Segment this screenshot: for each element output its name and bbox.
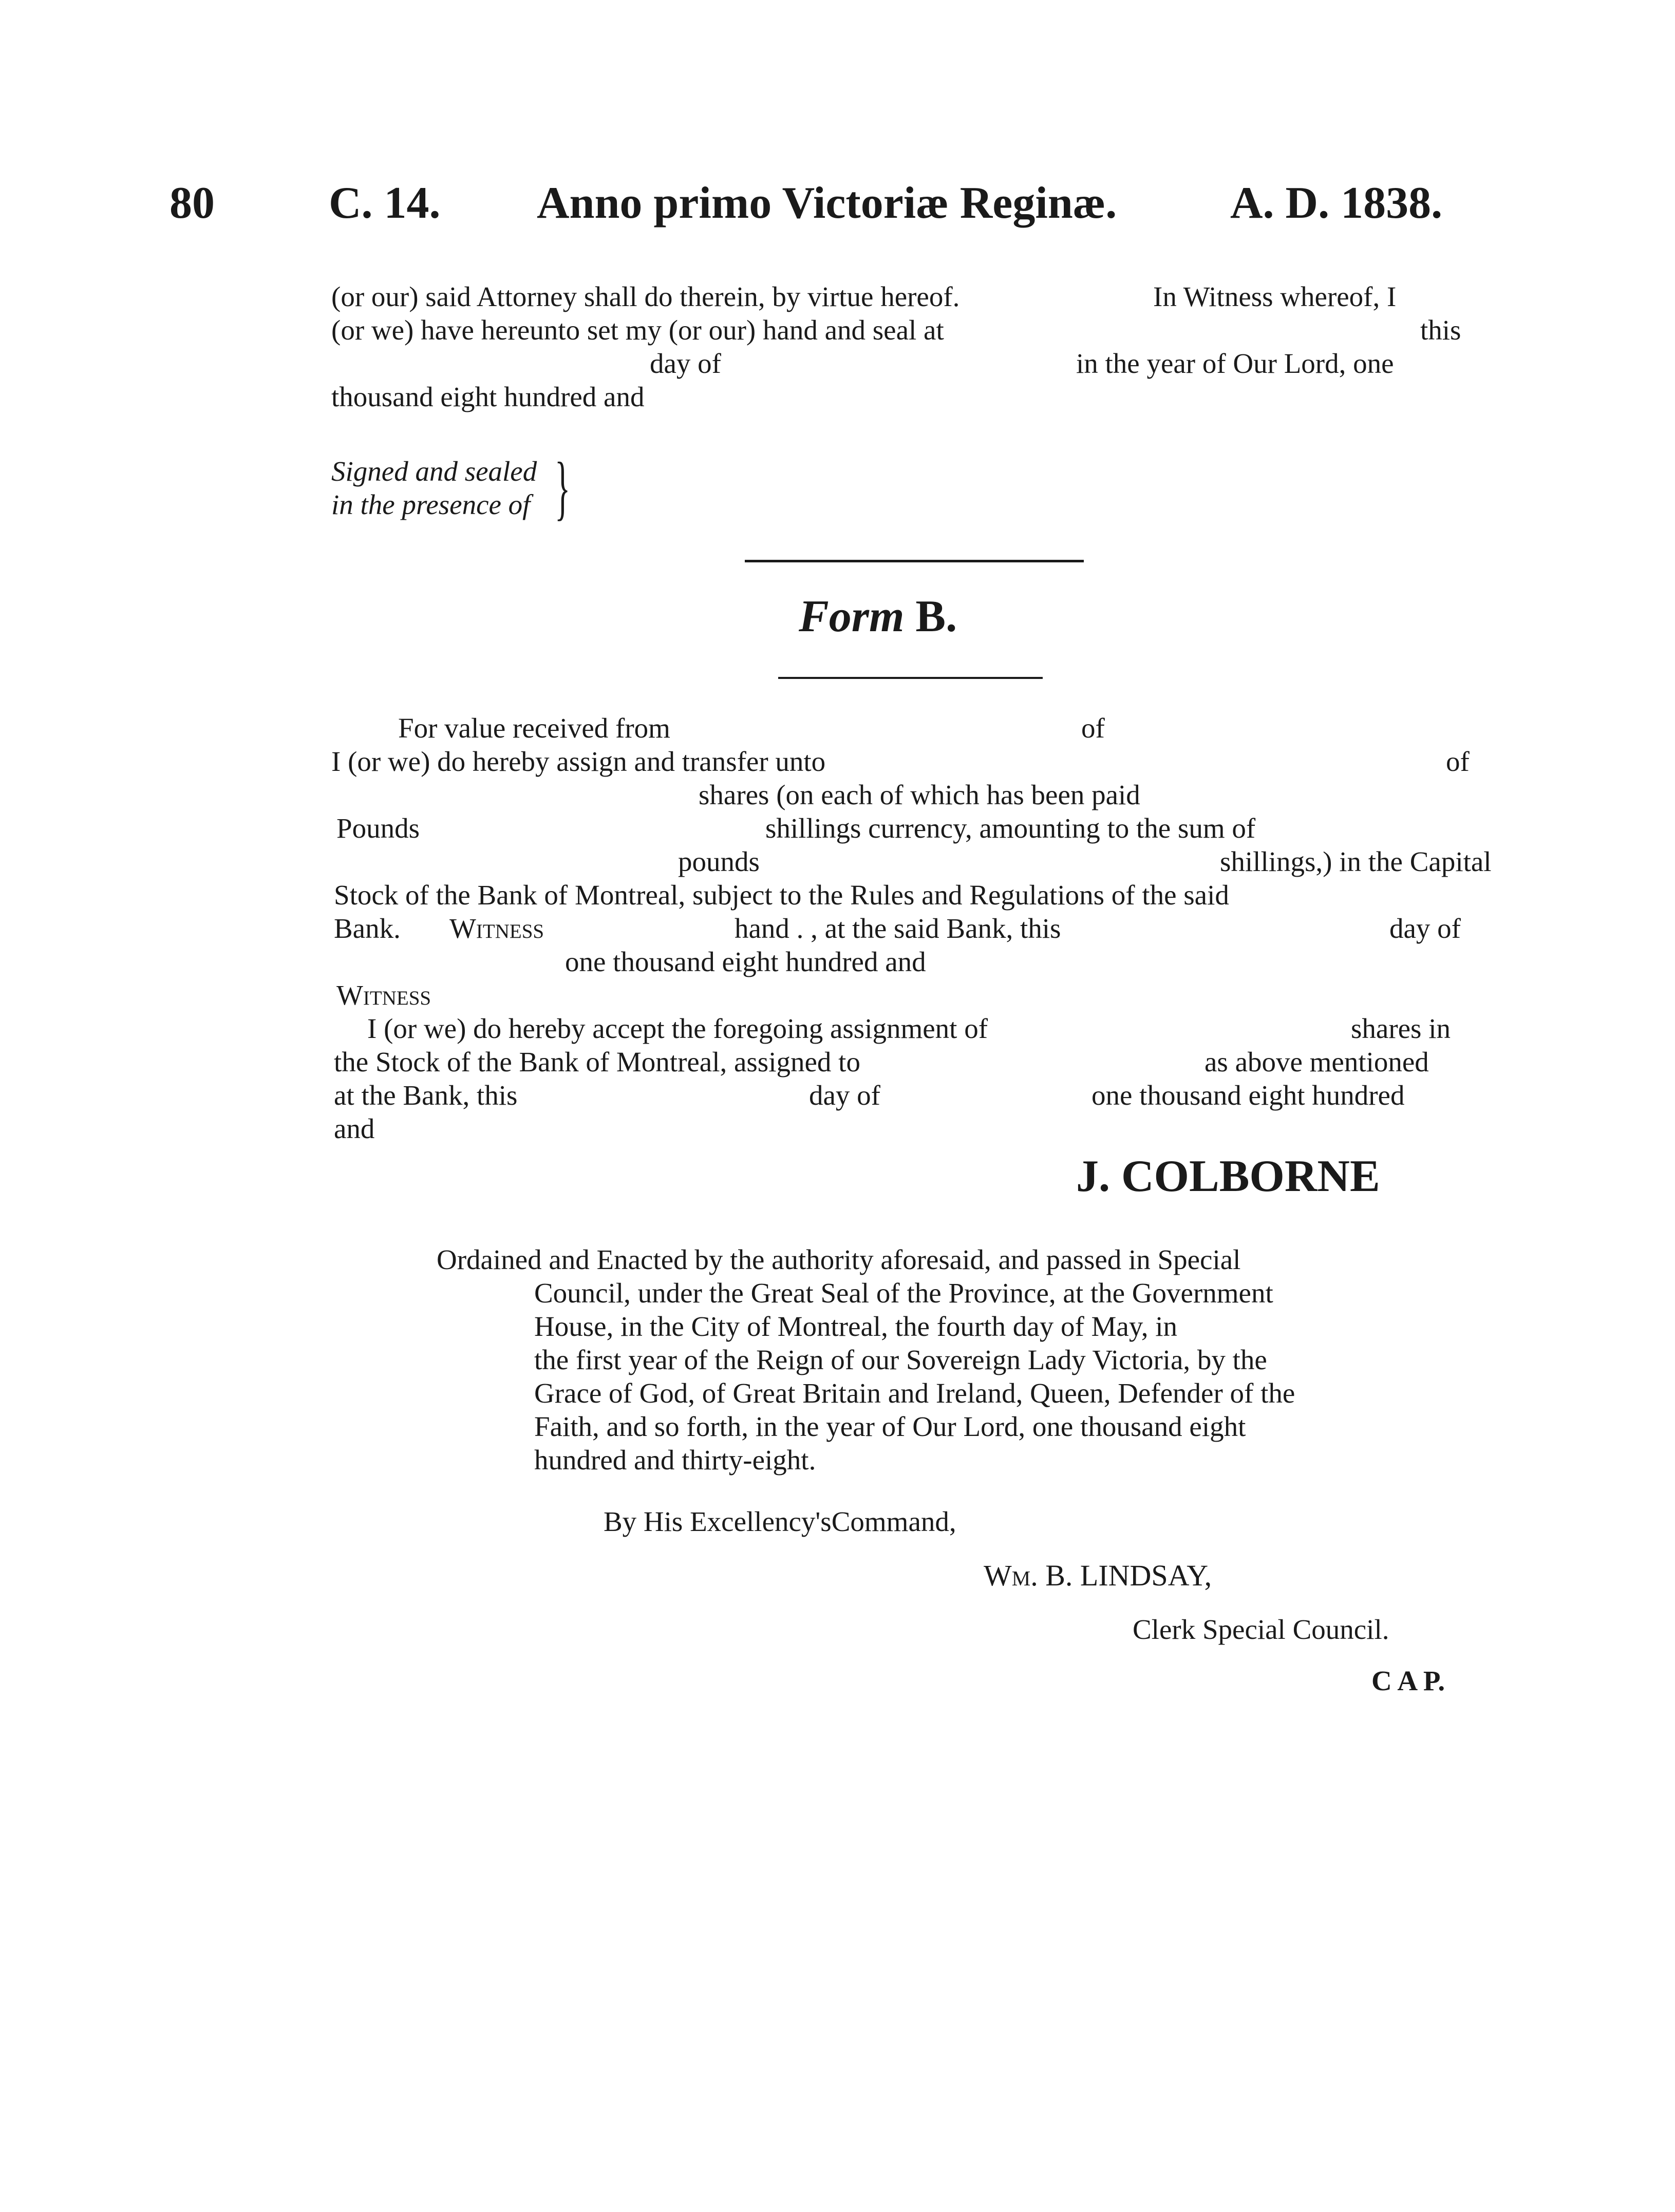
form-b-r1a: For value received from (398, 712, 670, 744)
form-a-line-3a: day of (650, 348, 721, 379)
form-b-r8: one thousand eight hundred and (565, 946, 926, 977)
command-line: By His Excellency'sCommand, (604, 1506, 956, 1537)
form-b-r7c: hand . , at the said Bank, this (735, 913, 1061, 944)
ordained-line-5: Grace of God, of Great Britain and Ireland, Queen, Defender of the (534, 1377, 1295, 1409)
form-a-line-3b: in the year of Our Lord, one (1076, 348, 1394, 379)
form-letter: B. (915, 592, 957, 641)
form-b-r12b: day of (809, 1080, 880, 1111)
form-b-r13: and (334, 1113, 375, 1144)
form-b-r7d: day of (1389, 913, 1461, 944)
form-b-r9: Witness (336, 979, 431, 1011)
form-b-r5a: pounds (678, 846, 760, 877)
rule-below-form-b (778, 677, 1043, 679)
form-a-line-2a: (or we) have hereunto set my (or our) hand and seal at (331, 314, 944, 346)
form-b-r7a: Bank. (334, 913, 401, 944)
ordained-line-7: hundred and thirty-eight. (534, 1444, 816, 1476)
form-b-r11a: the Stock of the Bank of Montreal, assigned to (334, 1046, 860, 1077)
form-b-r1b: of (1081, 712, 1105, 744)
presence-line: in the presence of (331, 489, 531, 520)
chapter-number: C. 14. (329, 178, 441, 228)
ordained-line-3: House, in the City of Montreal, the fourth day of May, in (534, 1311, 1178, 1342)
clerk-name: Wm. B. LINDSAY, (984, 1559, 1212, 1592)
page-number: 80 (170, 178, 215, 228)
form-b-r5b: shillings,) in the Capital (1220, 846, 1492, 877)
year-heading: A. D. 1838. (1230, 178, 1443, 228)
form-word: Form (799, 592, 905, 641)
rule-above-form-b (745, 560, 1084, 562)
form-b-r4b: shillings currency, amounting to the sum of (765, 812, 1256, 844)
form-b-r3: shares (on each of which has been paid (699, 779, 1140, 810)
form-a-line-1a: (or our) said Attorney shall do therein, by virtue hereof. (331, 281, 960, 312)
form-b-r10b: shares in (1351, 1013, 1451, 1044)
form-b-title (799, 591, 957, 642)
catchword: C A P. (1371, 1665, 1445, 1696)
form-b-r10a: I (or we) do hereby accept the foregoing assignment of (367, 1013, 988, 1044)
form-b-r7b: Witness (449, 913, 544, 944)
running-title: Anno primo Victoriæ Reginæ. (537, 178, 1117, 228)
form-b-r11b: as above mentioned (1205, 1046, 1429, 1077)
form-a-line-2b: this (1420, 314, 1461, 346)
clerk-title: Clerk Special Council. (1133, 1614, 1389, 1645)
ordained-line-6: Faith, and so forth, in the year of Our Lord, one thousand eight (534, 1411, 1246, 1442)
form-b-r12a: at the Bank, this (334, 1080, 518, 1111)
governor-signature: J. COLBORNE (1076, 1151, 1380, 1201)
brace: } (555, 448, 571, 527)
form-b-r4a: Pounds (336, 812, 420, 844)
form-b-r12c: one thousand eight hundred (1091, 1080, 1405, 1111)
signed-sealed-line: Signed and sealed (331, 456, 537, 487)
form-a-line-4: thousand eight hundred and (331, 381, 645, 412)
form-a-line-1b: In Witness whereof, I (1153, 281, 1397, 312)
ordained-line-2: Council, under the Great Seal of the Province, at the Government (534, 1277, 1273, 1309)
ordained-line-4: the first year of the Reign of our Sovereign Lady Victoria, by the (534, 1344, 1267, 1375)
form-b-r2b: of (1446, 746, 1470, 777)
form-b-r6: Stock of the Bank of Montreal, subject to the Rules and Regulations of the said (334, 879, 1229, 911)
form-b-r2a: I (or we) do hereby assign and transfer unto (331, 746, 826, 777)
ordained-line-1: Ordained and Enacted by the authority aforesaid, and passed in Special (437, 1244, 1241, 1275)
